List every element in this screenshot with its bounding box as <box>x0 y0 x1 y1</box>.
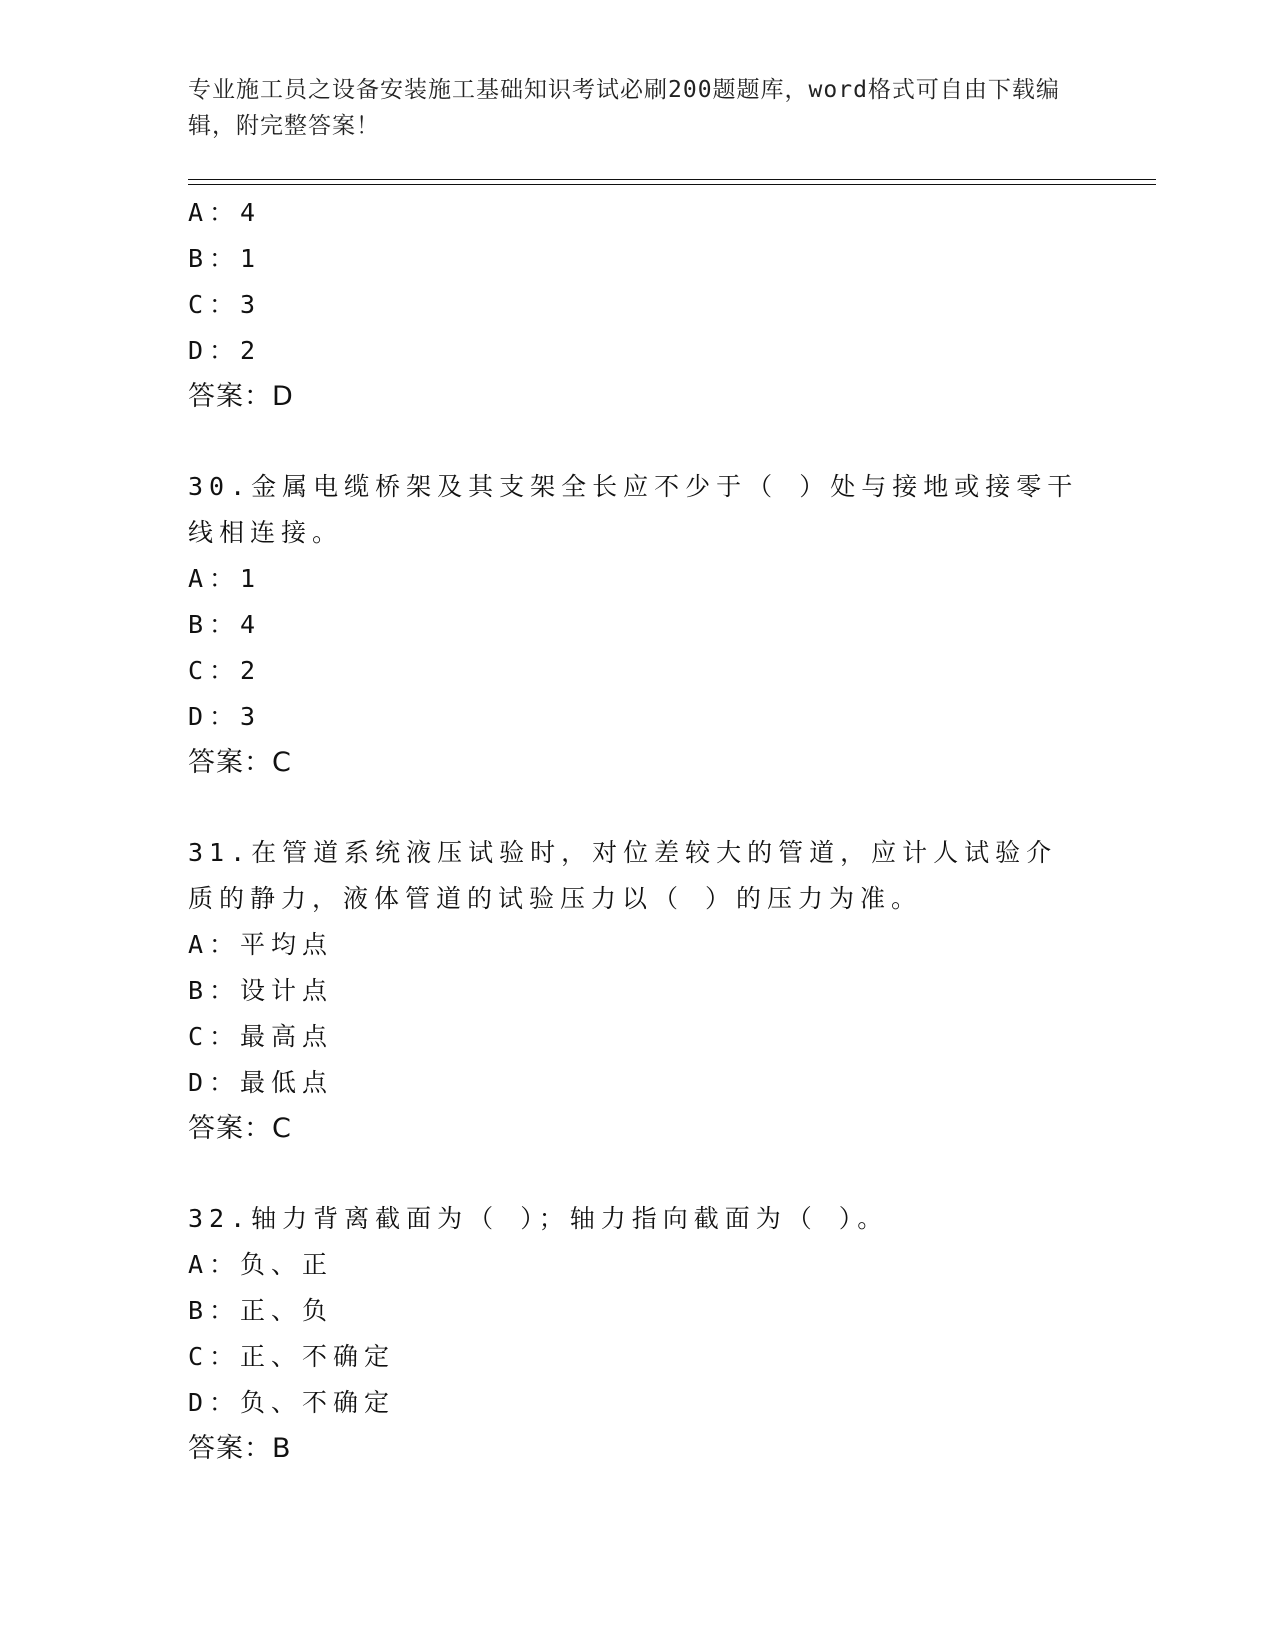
option-d: D：负、不确定 <box>188 1388 396 1417</box>
question-stem: 31.在管道系统液压试验时，对位差较大的管道，应计人试验介质的静力，液体管道的试验压力以（ ）的压力为准。 <box>188 838 1058 913</box>
answer-label: 答案：D <box>188 381 294 412</box>
option-d: D：2 <box>188 336 262 365</box>
option-a: A：4 <box>188 198 262 227</box>
option-b: B：1 <box>188 244 262 273</box>
question-32 <box>188 1196 1088 1472</box>
option-b: B：4 <box>188 610 262 639</box>
answer-label: 答案：C <box>188 747 292 778</box>
option-b: B：设计点 <box>188 976 334 1005</box>
question-31 <box>188 830 1088 1152</box>
option-a: A：负、正 <box>188 1250 334 1279</box>
option-b: B：正、负 <box>188 1296 334 1325</box>
header-divider-bottom <box>188 184 1156 185</box>
option-a: A：1 <box>188 564 262 593</box>
question-30 <box>188 464 1088 786</box>
option-c: C：最高点 <box>188 1022 334 1051</box>
question-previous <box>188 190 1088 420</box>
question-list <box>188 190 1088 1472</box>
option-d: D：最低点 <box>188 1068 334 1097</box>
question-stem: 32.轴力背离截面为（ ）；轴力指向截面为（ ）。 <box>188 1204 889 1233</box>
header-divider-top <box>188 179 1156 180</box>
answer-label: 答案：C <box>188 1113 292 1144</box>
option-c: C：正、不确定 <box>188 1342 396 1371</box>
question-stem: 30.金属电缆桥架及其支架全长应不少于（ ）处与接地或接零干线相连接。 <box>188 472 1079 547</box>
document-header: 专业施工员之设备安装施工基础知识考试必刷200题题库，word格式可自由下载编辑，附完整答案！ <box>188 77 1060 139</box>
option-d: D：3 <box>188 702 262 731</box>
option-c: C：2 <box>188 656 262 685</box>
answer-label: 答案：B <box>188 1433 292 1464</box>
option-c: C：3 <box>188 290 262 319</box>
option-a: A：平均点 <box>188 930 334 959</box>
